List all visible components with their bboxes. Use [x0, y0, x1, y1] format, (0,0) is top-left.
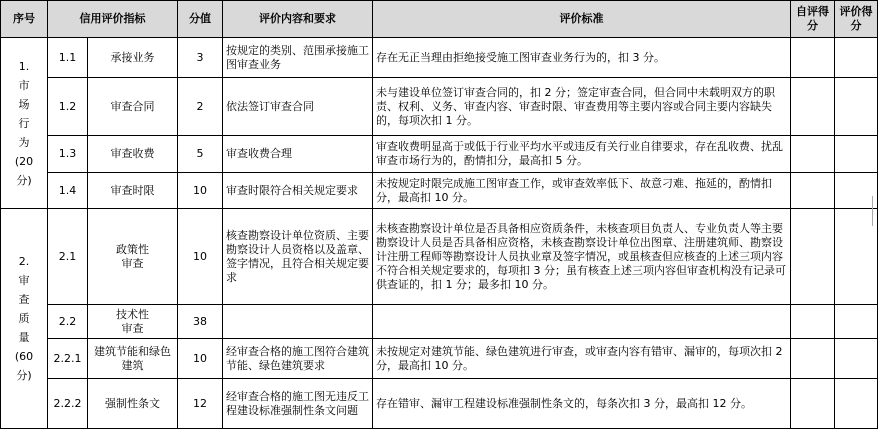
item-score: 5 [178, 136, 223, 173]
item-standard [373, 305, 791, 339]
header-row [1, 1, 878, 38]
item-standard: 存在错审、漏审工程建设标准强制性条文的，每条次扣 3 分，最高扣 12 分。 [373, 379, 791, 429]
self-score-cell[interactable] [791, 339, 835, 379]
item-code: 1.2 [48, 78, 88, 136]
self-score-cell[interactable] [791, 136, 835, 173]
item-content: 依法签订审查合同 [223, 78, 373, 136]
header-content: 评价内容和要求 [223, 1, 373, 38]
eval-score-cell[interactable] [835, 38, 878, 78]
item-standard: 未与建设单位签订审查合同的，扣 2 分；签定审查合同，但合同中未载明双方的职责、权利、义务、审查内容、审查时限、审查费用等主要内容或合同主要内容缺失的，每项次扣 1 分。 [373, 78, 791, 136]
item-name: 政策性 审查 [88, 209, 178, 305]
group-review-quality: 2. 审 查 质 量 (60 分) [1, 209, 48, 429]
eval-score-cell[interactable] [835, 78, 878, 136]
item-content: 经审查合格的施工图符合建筑节能、绿色建筑要求 [223, 339, 373, 379]
item-name: 承接业务 [88, 38, 178, 78]
item-standard: 审查收费明显高于或低于行业平均水平或违反有关行业自律要求，存在乱收费、扰乱审查市场行为的，酌情扣分，最高扣 5 分。 [373, 136, 791, 173]
header-no: 序号 [1, 1, 48, 38]
item-content: 核查勘察设计单位资质、主要勘察设计人员资格以及盖章、签字情况，且符合相关规定要求 [223, 209, 373, 305]
item-code: 2.1 [48, 209, 88, 305]
self-score-cell[interactable] [791, 209, 835, 305]
header-self-score: 自评得分 [791, 1, 835, 38]
self-score-cell[interactable] [791, 38, 835, 78]
item-score: 3 [178, 38, 223, 78]
item-score: 10 [178, 173, 223, 209]
item-content [223, 305, 373, 339]
eval-score-cell[interactable] [835, 339, 878, 379]
eval-score-cell[interactable] [835, 379, 878, 429]
item-content: 审查收费合理 [223, 136, 373, 173]
item-score: 12 [178, 379, 223, 429]
item-code: 1.3 [48, 136, 88, 173]
item-content: 按规定的类别、范围承接施工图审查业务 [223, 38, 373, 78]
item-code: 1.4 [48, 173, 88, 209]
self-score-cell[interactable] [791, 379, 835, 429]
header-eval-score: 评价得分 [835, 1, 878, 38]
item-name: 技术性 审查 [88, 305, 178, 339]
item-score: 2 [178, 78, 223, 136]
header-indicator: 信用评价指标 [48, 1, 178, 38]
item-name: 审查合同 [88, 78, 178, 136]
item-score: 10 [178, 209, 223, 305]
item-score: 10 [178, 339, 223, 379]
item-name: 强制性条文 [88, 379, 178, 429]
table-row [1, 173, 878, 209]
self-score-cell[interactable] [791, 78, 835, 136]
item-standard: 未按规定时限完成施工图审查工作，或审查效率低下、故意刁难、拖延的，酌情扣分，最高扣 10 分。 [373, 173, 791, 209]
item-name: 审查收费 [88, 136, 178, 173]
header-standard: 评价标准 [373, 1, 791, 38]
item-code: 2.2.1 [48, 339, 88, 379]
item-standard: 未核查勘察设计单位是否具备相应资质条件，未核查项目负责人、专业负责人等主要勘察设计人员是否具备相应资格，未核查勘察设计单位出图章、注册建筑师、勘察设计注册工程师等勘察设计人员执业章及签字情况，或虽核查但应核查的上述三项内容不符合相关规定要求的，每项扣 3 分；虽有核查上述三项内容但审查机构没有记录可供查证的，扣 1 分；最多扣 10 分。 [373, 209, 791, 305]
item-content: 经审查合格的施工图无违反工程建设标准强制性条文问题 [223, 379, 373, 429]
item-content: 审查时限符合相关规定要求 [223, 173, 373, 209]
scroll-edge-marker [872, 196, 877, 226]
table-row [1, 38, 878, 78]
item-code: 2.2 [48, 305, 88, 339]
table-row [1, 305, 878, 339]
eval-score-cell[interactable] [835, 136, 878, 173]
table-row [1, 379, 878, 429]
item-score: 38 [178, 305, 223, 339]
table-row [1, 136, 878, 173]
eval-score-cell[interactable] [835, 305, 878, 339]
self-score-cell[interactable] [791, 173, 835, 209]
table-row [1, 209, 878, 305]
group-market-behavior: 1. 市 场 行 为 (20 分) [1, 38, 48, 209]
header-score: 分值 [178, 1, 223, 38]
table-row [1, 339, 878, 379]
item-code: 1.1 [48, 38, 88, 78]
item-code: 2.2.2 [48, 379, 88, 429]
self-score-cell[interactable] [791, 305, 835, 339]
item-name: 审查时限 [88, 173, 178, 209]
item-name: 建筑节能和绿色建筑 [88, 339, 178, 379]
table-row [1, 78, 878, 136]
item-standard: 未按规定对建筑节能、绿色建筑进行审查，或审查内容有错审、漏审的，每项次扣 2 分，最高扣 10 分。 [373, 339, 791, 379]
item-standard: 存在无正当理由拒绝接受施工图审查业务行为的，扣 3 分。 [373, 38, 791, 78]
